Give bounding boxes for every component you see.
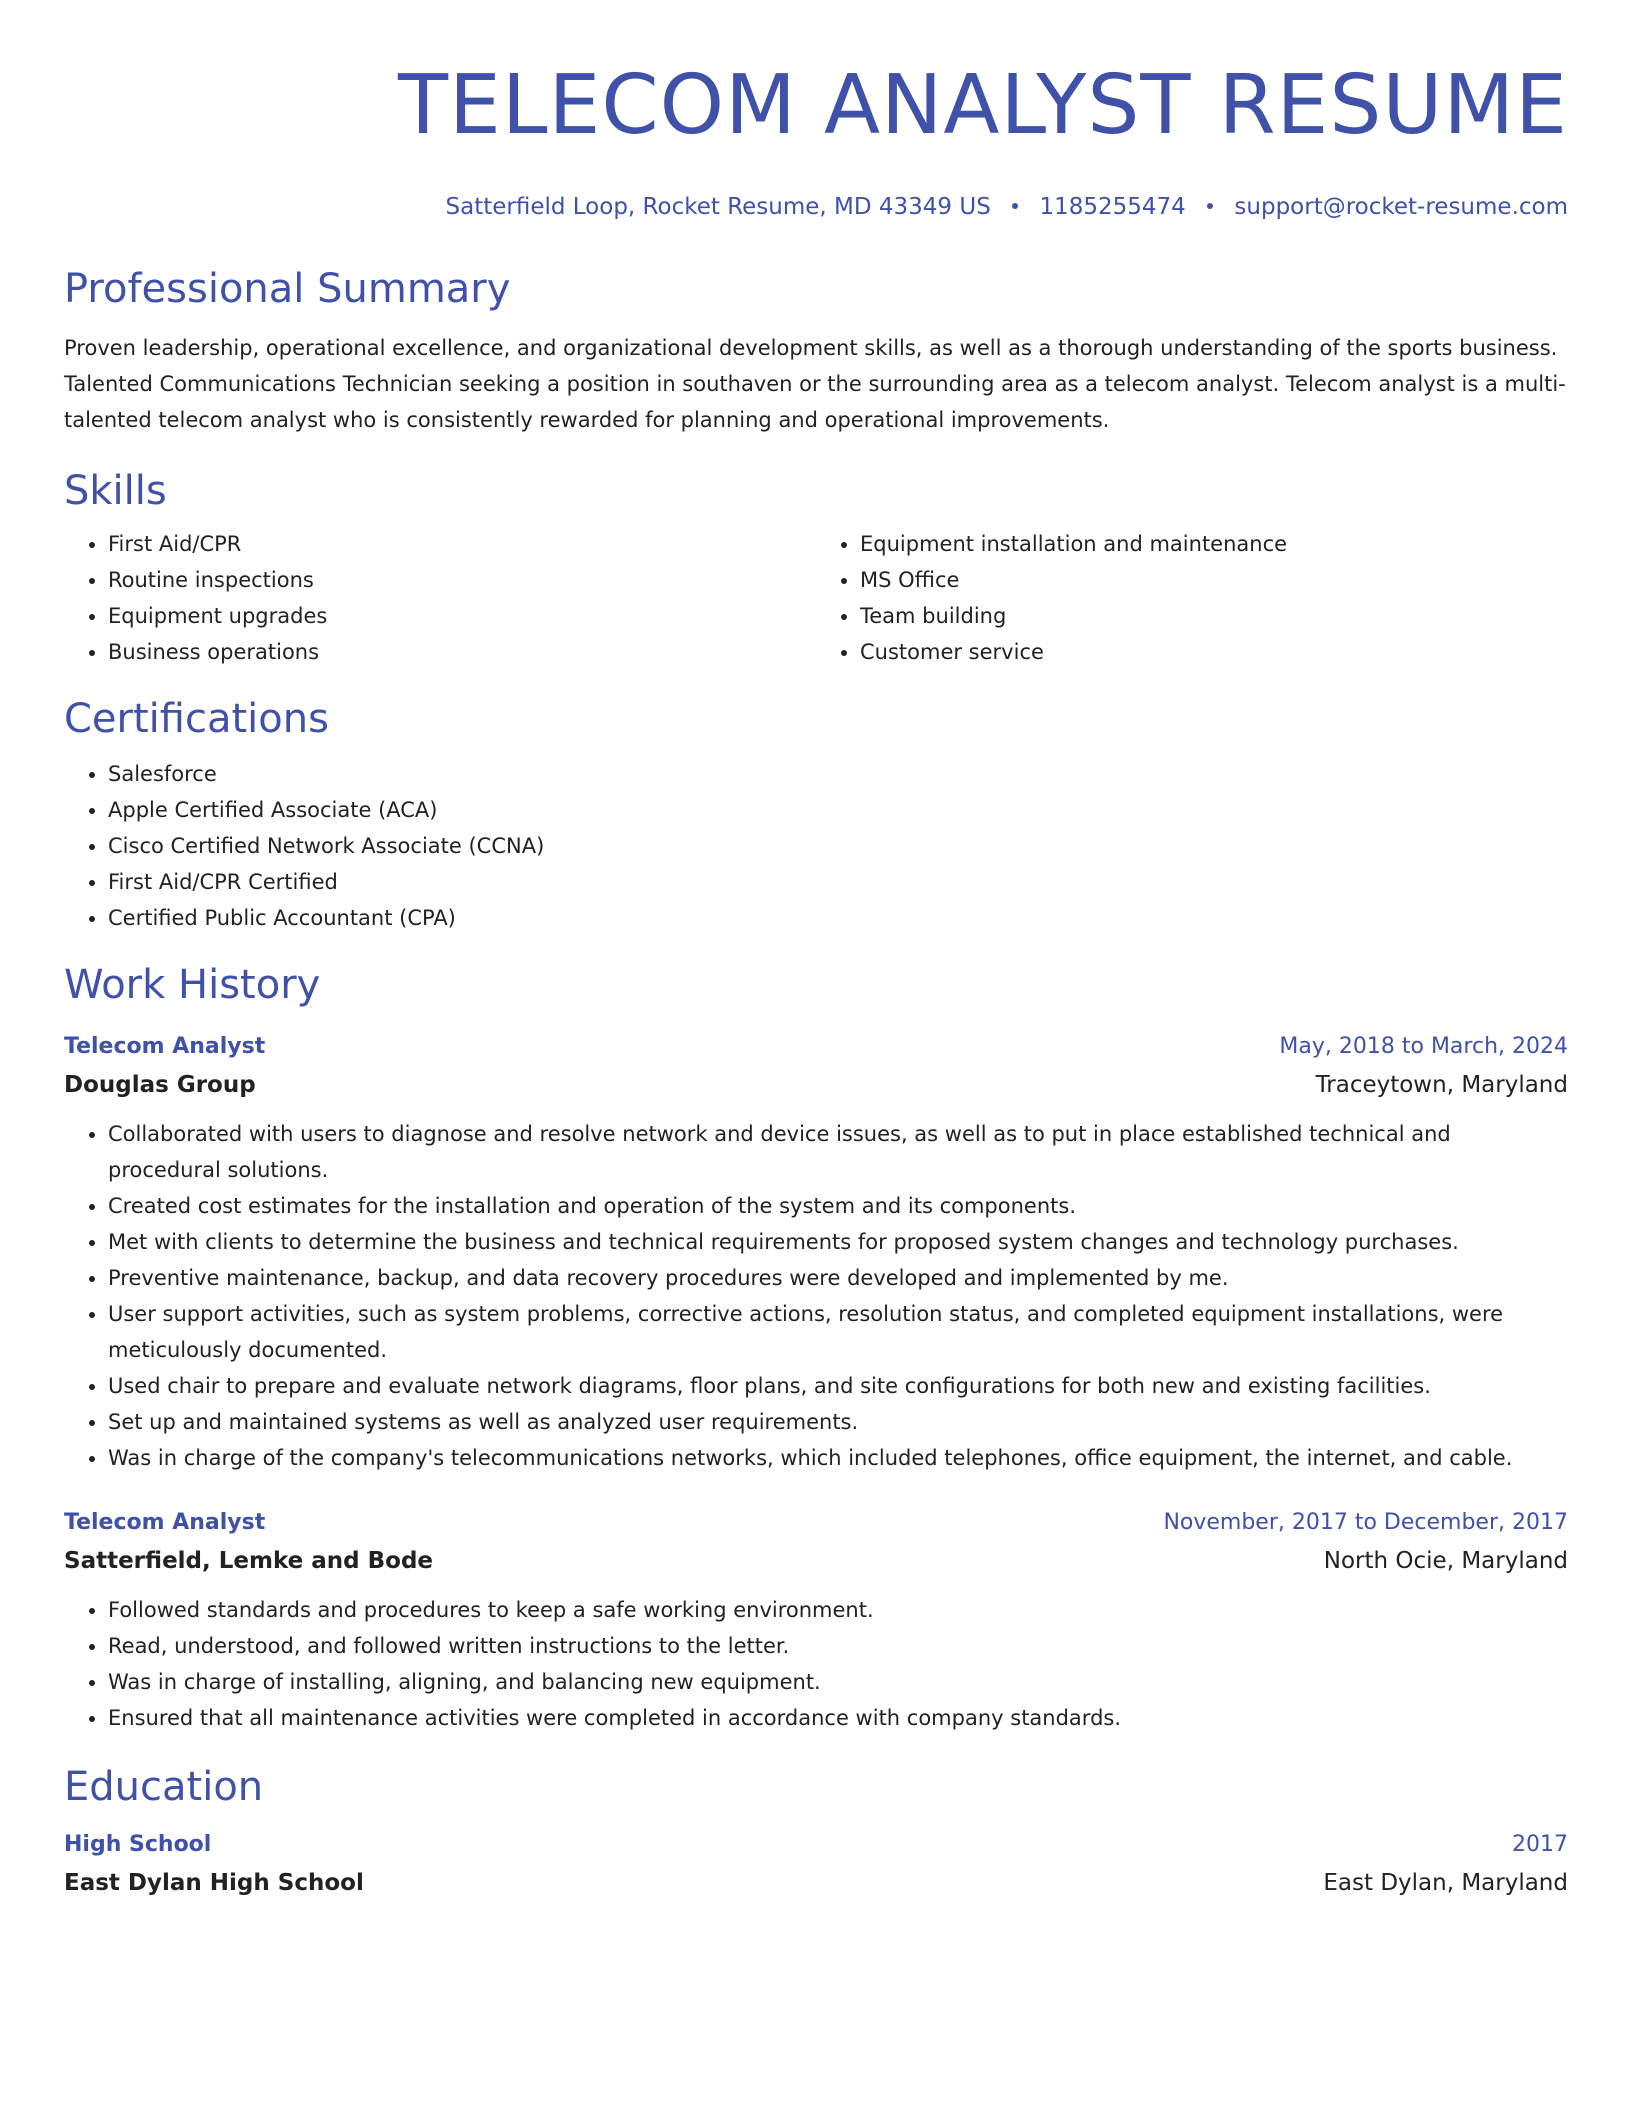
job-dates: May, 2018 to March, 2024 [1279, 1034, 1568, 1059]
job-bullet: • Created cost estimates for the installation and operation of the system and its components. [108, 1188, 1568, 1224]
education-year: 2017 [1512, 1832, 1568, 1857]
certification-item: • Salesforce [108, 756, 1568, 792]
job-bullet: • Was in charge of the company's telecommunications networks, which included telephones, office equipment, the internet, and cable. [108, 1440, 1568, 1476]
job-bullet: • Read, understood, and followed written instructions to the letter. [108, 1628, 1568, 1664]
skill-item: • Routine inspections [108, 562, 816, 598]
job-title: Telecom Analyst [64, 1034, 266, 1059]
job-dates: November, 2017 to December, 2017 [1163, 1510, 1568, 1535]
summary-heading: Professional Summary [64, 266, 511, 312]
summary-text: Proven leadership, operational excellence, and organizational development skills, as well as a thorough understanding of the sports business. Talented Communications Technician seeking a position in southaven or the surrounding area as a telecom analyst. Telecom analyst is a multi-talented telecom analyst who is consistently rewarded for planning and operational improvements. [64, 336, 1566, 432]
job-bullets [64, 1592, 1568, 1736]
contact-phone: 1185255474 [1039, 194, 1186, 220]
job-bullet: • Set up and maintained systems as well as analyzed user requirements. [108, 1404, 1568, 1440]
job-bullet: • Collaborated with users to diagnose and resolve network and device issues, as well as to put in place established technical and procedural solutions. [108, 1116, 1568, 1188]
skills-heading: Skills [64, 468, 167, 514]
job-title-row [64, 1504, 1568, 1542]
skills-list [64, 526, 1568, 670]
certification-item: • Cisco Certified Network Associate (CCNA) [108, 828, 1568, 864]
job-entry [64, 1028, 1568, 1476]
education-school-row [64, 1864, 1568, 1902]
job-bullet: • Ensured that all maintenance activities were completed in accordance with company standards. [108, 1700, 1568, 1736]
skill-item: • MS Office [860, 562, 1568, 598]
education-degree-row [64, 1826, 1568, 1864]
job-bullet: • Followed standards and procedures to keep a safe working environment. [108, 1592, 1568, 1628]
contact-separator [1207, 192, 1213, 222]
certification-item: • First Aid/CPR Certified [108, 864, 1568, 900]
resume-header [64, 56, 1568, 222]
job-bullet: • Met with clients to determine the business and technical requirements for proposed system changes and technology purchases. [108, 1224, 1568, 1260]
skill-item: • Equipment upgrades [108, 598, 816, 634]
job-location: North Ocie, Maryland [1323, 1548, 1568, 1574]
job-company: Satterfield, Lemke and Bode [64, 1548, 434, 1574]
skill-item: • Customer service [860, 634, 1568, 670]
job-company: Douglas Group [64, 1072, 256, 1098]
education-school: East Dylan High School [64, 1870, 364, 1896]
skill-item: • Team building [860, 598, 1568, 634]
certifications-list [64, 756, 1568, 936]
job-bullets [64, 1116, 1568, 1476]
skills-column-right [816, 526, 1568, 670]
job-bullet: • Preventive maintenance, backup, and data recovery procedures were developed and implemented by me. [108, 1260, 1568, 1296]
job-org-row [64, 1066, 1568, 1104]
certifications-heading: Certifications [64, 696, 329, 742]
job-entry [64, 1504, 1568, 1736]
certification-item: • Apple Certified Associate (ACA) [108, 792, 1568, 828]
contact-email: support@rocket-resume.com [1234, 194, 1568, 220]
contact-line [64, 192, 1568, 222]
certification-item: • Certified Public Accountant (CPA) [108, 900, 1568, 936]
job-bullet: • Was in charge of installing, aligning, and balancing new equipment. [108, 1664, 1568, 1700]
job-title: Telecom Analyst [64, 1510, 266, 1535]
education-heading: Education [64, 1764, 264, 1810]
skills-column-left [64, 526, 816, 670]
job-bullet: • User support activities, such as system problems, corrective actions, resolution status, and completed equipment installations, were meticulously documented. [108, 1296, 1568, 1368]
job-title-row [64, 1028, 1568, 1066]
job-org-row [64, 1542, 1568, 1580]
contact-address: Satterfield Loop, Rocket Resume, MD 43349 US [445, 194, 991, 220]
skill-item: • Business operations [108, 634, 816, 670]
contact-separator [1012, 192, 1018, 222]
work-history-heading: Work History [64, 962, 321, 1008]
resume-title: TELECOM ANALYST RESUME [397, 58, 1568, 153]
job-bullet: • Used chair to prepare and evaluate network diagrams, floor plans, and site configurations for both new and existing facilities. [108, 1368, 1568, 1404]
skill-item: • First Aid/CPR [108, 526, 816, 562]
education-degree: High School [64, 1832, 212, 1857]
education-entry [64, 1826, 1568, 1902]
job-location: Traceytown, Maryland [1315, 1072, 1568, 1098]
education-location: East Dylan, Maryland [1323, 1870, 1568, 1896]
skill-item: • Equipment installation and maintenance [860, 526, 1568, 562]
